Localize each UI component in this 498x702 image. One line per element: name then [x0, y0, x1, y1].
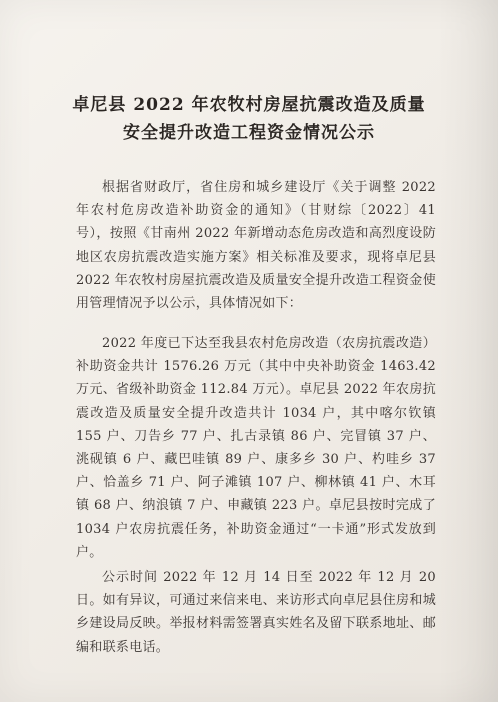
paragraph-intro: 根据省财政厅，省住房和城乡建设厅《关于调整 2022 年农村危房改造补助资金的通知》（甘财综〔2022〕41 号），按照《甘南州 2022 年新增动态危房改造和高烈度设防地区农房抗震改造实施方案》相关标准及要求，现将卓尼县 2022 年农牧村房屋抗震改造及质量安全提升改造工程资金使用管理情况予以公示，具体情况如下：: [76, 180, 436, 312]
paragraph-funding-details: 2022 年度已下达至我县农村危房改造（农房抗震改造）补助资金共计 1576.26 万元（其中中央补助资金 1463.42 万元、省级补助资金 112.84 万元）。卓尼县 2022 年农房抗震改造及质量安全提升改造共计 1034 户，其中喀尔钦镇 155 户、刀告乡 77 户、扎古录镇 86 户、完冒镇 37 户、洮砚镇 6 户、藏巴哇镇 89 户、康多乡 30 户、杓哇乡 37 户、恰盖乡 71 户、阿子滩镇 107 户、柳林镇 41 户、木耳镇 68 户、纳浪镇 7 户、申藏镇 223 户。卓尼县按时完成了 1034 户农房抗震任务，补助资金通过“一卡通”形式发放到户。: [76, 336, 436, 560]
document-title-line-2: 安全提升改造工程资金情况公示: [123, 123, 375, 143]
document-title-line-1: 卓尼县 2022 年农牧村房屋抗震改造及质量: [72, 95, 426, 115]
paragraph-publicity-period: 公示时间 2022 年 12 月 14 日至 2022 年 12 月 20 日。如有异议，可通过来信来电、来访形式向卓尼县住房和城乡建设局反映。举报材料需签署真实姓名及留下联系地址、邮编和联系电话。: [76, 570, 436, 655]
